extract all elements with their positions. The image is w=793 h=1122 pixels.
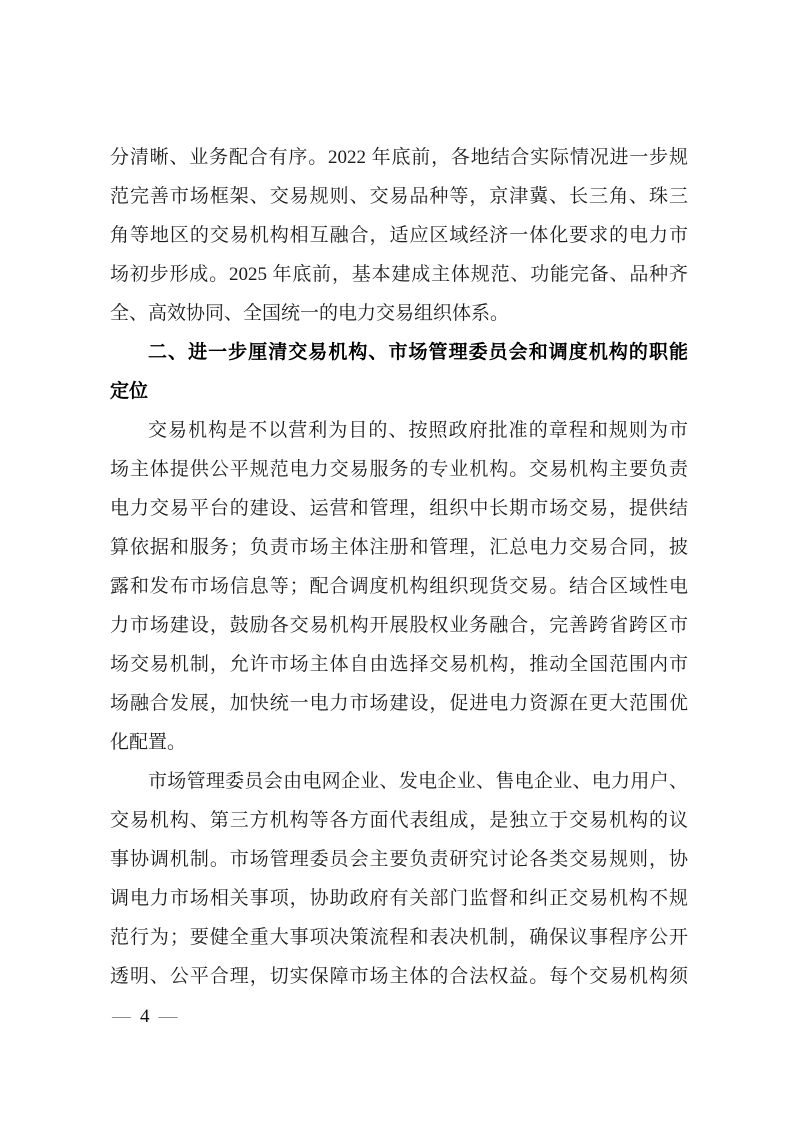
footer-right-dash: —: [158, 1006, 180, 1027]
body-line: 场融合发展，加快统一电力市场建设，促进电力资源在更大范围优: [110, 693, 688, 714]
body-line: 全、高效协同、全国统一的电力交易组织体系。: [110, 303, 510, 324]
body-line: 事协调机制。市场管理委员会主要负责研究讨论各类交易规则，协: [110, 849, 688, 870]
footer-left-dash: —: [112, 1006, 133, 1027]
page-footer: [112, 1001, 180, 1033]
body-line: 分清晰、业务配合有序。2022 年底前，各地结合实际情况进一步规: [110, 147, 688, 168]
body-line: 交易机构是不以营利为目的、按照政府批准的章程和规则为市: [148, 420, 688, 441]
body-line: 角等地区的交易机构相互融合，适应区域经济一体化要求的电力市: [110, 225, 688, 246]
body-line: 范行为；要健全重大事项决策流程和表决机制，确保议事程序公开: [110, 927, 688, 948]
body-line: 电力交易平台的建设、运营和管理，组织中长期市场交易，提供结: [110, 498, 688, 519]
page-number: 4: [140, 1006, 152, 1027]
document-text-block: [110, 138, 688, 996]
body-line: 市场管理委员会由电网企业、发电企业、售电企业、电力用户、: [148, 771, 688, 792]
body-line: 算依据和服务；负责市场主体注册和管理，汇总电力交易合同，披: [110, 537, 688, 558]
body-line: 场初步形成。2025 年底前，基本建成主体规范、功能完备、品种齐: [110, 264, 688, 285]
body-line: 场交易机制，允许市场主体自由选择交易机构，推动全国范围内市: [110, 654, 688, 675]
body-line: 化配置。: [110, 732, 187, 753]
body-line: 露和发布市场信息等；配合调度机构组织现货交易。结合区域性电: [110, 576, 688, 597]
body-line: 透明、公平合理，切实保障市场主体的合法权益。每个交易机构须: [110, 966, 688, 987]
body-line: 交易机构、第三方机构等各方面代表组成，是独立于交易机构的议: [110, 810, 688, 831]
section-heading-line: 二、进一步厘清交易机构、市场管理委员会和调度机构的职能: [148, 342, 688, 363]
body-line: 范完善市场框架、交易规则、交易品种等，京津冀、长三角、珠三: [110, 186, 688, 207]
body-line: 力市场建设，鼓励各交易机构开展股权业务融合，完善跨省跨区市: [110, 615, 688, 636]
body-line: 场主体提供公平规范电力交易服务的专业机构。交易机构主要负责: [110, 459, 688, 480]
section-heading-line: 定位: [110, 381, 149, 402]
body-line: 调电力市场相关事项，协助政府有关部门监督和纠正交易机构不规: [110, 888, 688, 909]
